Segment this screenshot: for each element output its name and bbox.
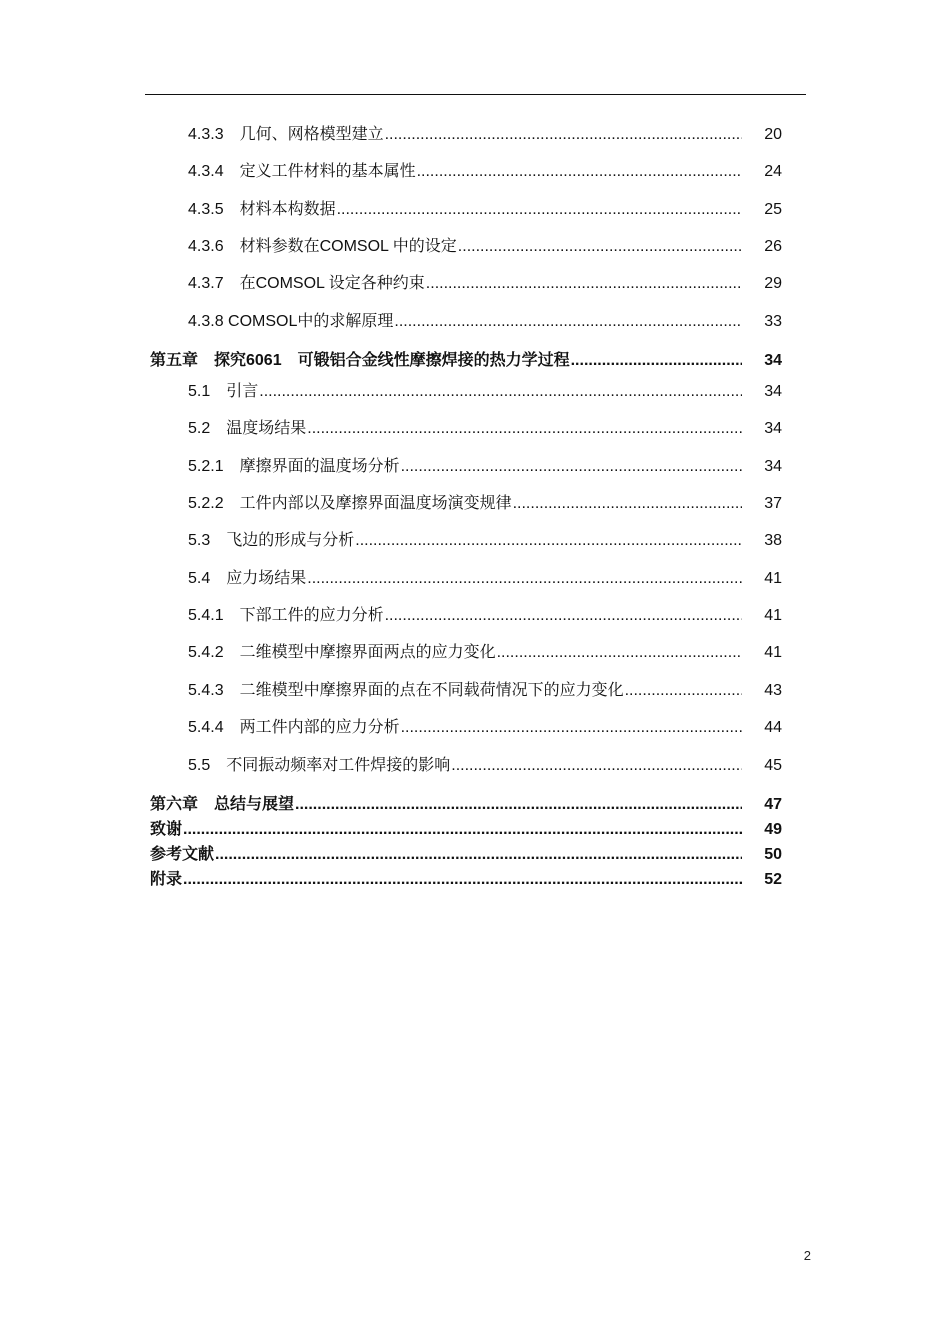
toc-entry-label: 致谢 (150, 821, 183, 838)
toc-leader-dots (571, 349, 742, 373)
toc-leader-dots (451, 754, 742, 778)
toc-entry-page: 24 (764, 163, 782, 180)
toc-leader-dots (401, 455, 742, 479)
toc-entry[interactable] (188, 604, 782, 628)
toc-chapter-entry[interactable] (150, 868, 782, 892)
toc-entry[interactable] (188, 754, 782, 778)
toc-entry-page: 43 (764, 682, 782, 699)
toc-entry-page: 37 (764, 495, 782, 512)
toc-entry-label: 5.4 应力场结果 (188, 570, 307, 587)
toc-leader-dots (426, 272, 742, 296)
toc-entry[interactable] (188, 160, 782, 184)
toc-entry-page: 45 (764, 757, 782, 774)
toc-entry[interactable] (188, 567, 782, 591)
toc-entry-label: 4.3.3 几何、网格模型建立 (188, 126, 384, 143)
toc-entry[interactable] (188, 310, 782, 334)
toc-entry-page: 52 (764, 871, 782, 888)
toc-entry-page: 29 (764, 275, 782, 292)
toc-chapter-entry[interactable] (150, 818, 782, 842)
toc-entry-page: 47 (764, 796, 782, 813)
toc-leader-dots (307, 567, 742, 591)
toc-leader-dots (295, 793, 742, 817)
toc-chapter-entry[interactable] (150, 349, 782, 373)
toc-leader-dots (215, 843, 742, 867)
toc-entry-page: 50 (764, 846, 782, 863)
toc-entry-page: 41 (764, 570, 782, 587)
toc-entry-label: 5.4.4 两工件内部的应力分析 (188, 719, 400, 736)
toc-entry[interactable] (188, 380, 782, 404)
toc-leader-dots (385, 604, 742, 628)
toc-entry-page: 25 (764, 201, 782, 218)
toc-leader-dots (337, 198, 742, 222)
toc-entry[interactable] (188, 235, 782, 259)
toc-leader-dots (401, 716, 742, 740)
toc-chapter-entry[interactable] (150, 843, 782, 867)
toc-leader-dots (417, 160, 742, 184)
toc-entry[interactable] (188, 198, 782, 222)
toc-entry[interactable] (188, 455, 782, 479)
toc-entry-label: 5.4.2 二维模型中摩擦界面两点的应力变化 (188, 644, 496, 661)
toc-entry-label: 4.3.8 COMSOL中的求解原理 (188, 313, 394, 330)
toc-entry-label: 5.2.2 工件内部以及摩擦界面温度场演变规律 (188, 495, 512, 512)
toc-entry-label: 4.3.4 定义工件材料的基本属性 (188, 163, 416, 180)
toc-entry-page: 34 (764, 420, 782, 437)
toc-leader-dots (307, 417, 742, 441)
toc-entry-label: 第六章 总结与展望 (150, 796, 295, 813)
toc-entry-page: 41 (764, 607, 782, 624)
toc-entry[interactable] (188, 716, 782, 740)
toc-entry-label: 5.5 不同振动频率对工件焊接的影响 (188, 757, 451, 774)
toc-leader-dots (183, 818, 742, 842)
toc-leader-dots (385, 123, 742, 147)
toc-entry-page: 33 (764, 313, 782, 330)
toc-entry-label: 4.3.5 材料本构数据 (188, 201, 336, 218)
toc-entry-label: 5.3 飞边的形成与分析 (188, 532, 355, 549)
toc-entry-label: 5.4.3 二维模型中摩擦界面的点在不同载荷情况下的应力变化 (188, 682, 624, 699)
toc-entry-page: 34 (764, 352, 782, 369)
toc-leader-dots (394, 310, 742, 334)
toc-entry-label: 5.1 引言 (188, 383, 259, 400)
toc-entry[interactable] (188, 679, 782, 703)
toc-entry-label: 参考文献 (150, 846, 215, 863)
footer-page-number: 2 (803, 1248, 811, 1263)
toc-entry-label: 4.3.6 材料参数在COMSOL 中的设定 (188, 238, 457, 255)
toc-entry-label: 4.3.7 在COMSOL 设定各种约束 (188, 275, 425, 292)
toc-entry[interactable] (188, 272, 782, 296)
toc-entry-label: 5.2 温度场结果 (188, 420, 307, 437)
toc-entry-label: 第五章 探究6061 可锻铝合金线性摩擦焊接的热力学过程 (150, 352, 570, 369)
toc-leader-dots (497, 641, 742, 665)
toc-leader-dots (625, 679, 742, 703)
toc-leader-dots (458, 235, 742, 259)
toc-chapter-entry[interactable] (150, 793, 782, 817)
toc-entry[interactable] (188, 641, 782, 665)
toc-entry[interactable] (188, 492, 782, 516)
toc-entry-page: 38 (764, 532, 782, 549)
toc-entry-label: 5.4.1 下部工件的应力分析 (188, 607, 384, 624)
toc-entry-page: 44 (764, 719, 782, 736)
toc-entry-label: 附录 (150, 871, 183, 888)
toc-entry-page: 20 (764, 126, 782, 143)
toc-entry-page: 41 (764, 644, 782, 661)
toc-entry-label: 5.2.1 摩擦界面的温度场分析 (188, 458, 400, 475)
toc-entry[interactable] (188, 529, 782, 553)
toc-entry-page: 34 (764, 458, 782, 475)
toc-leader-dots (513, 492, 742, 516)
toc-entry[interactable] (188, 417, 782, 441)
toc-leader-dots (259, 380, 742, 404)
toc-entry-page: 49 (764, 821, 782, 838)
toc-leader-dots (183, 868, 742, 892)
toc-entry-page: 26 (764, 238, 782, 255)
toc-entry[interactable] (188, 123, 782, 147)
toc-entry-page: 34 (764, 383, 782, 400)
toc-leader-dots (355, 529, 742, 553)
